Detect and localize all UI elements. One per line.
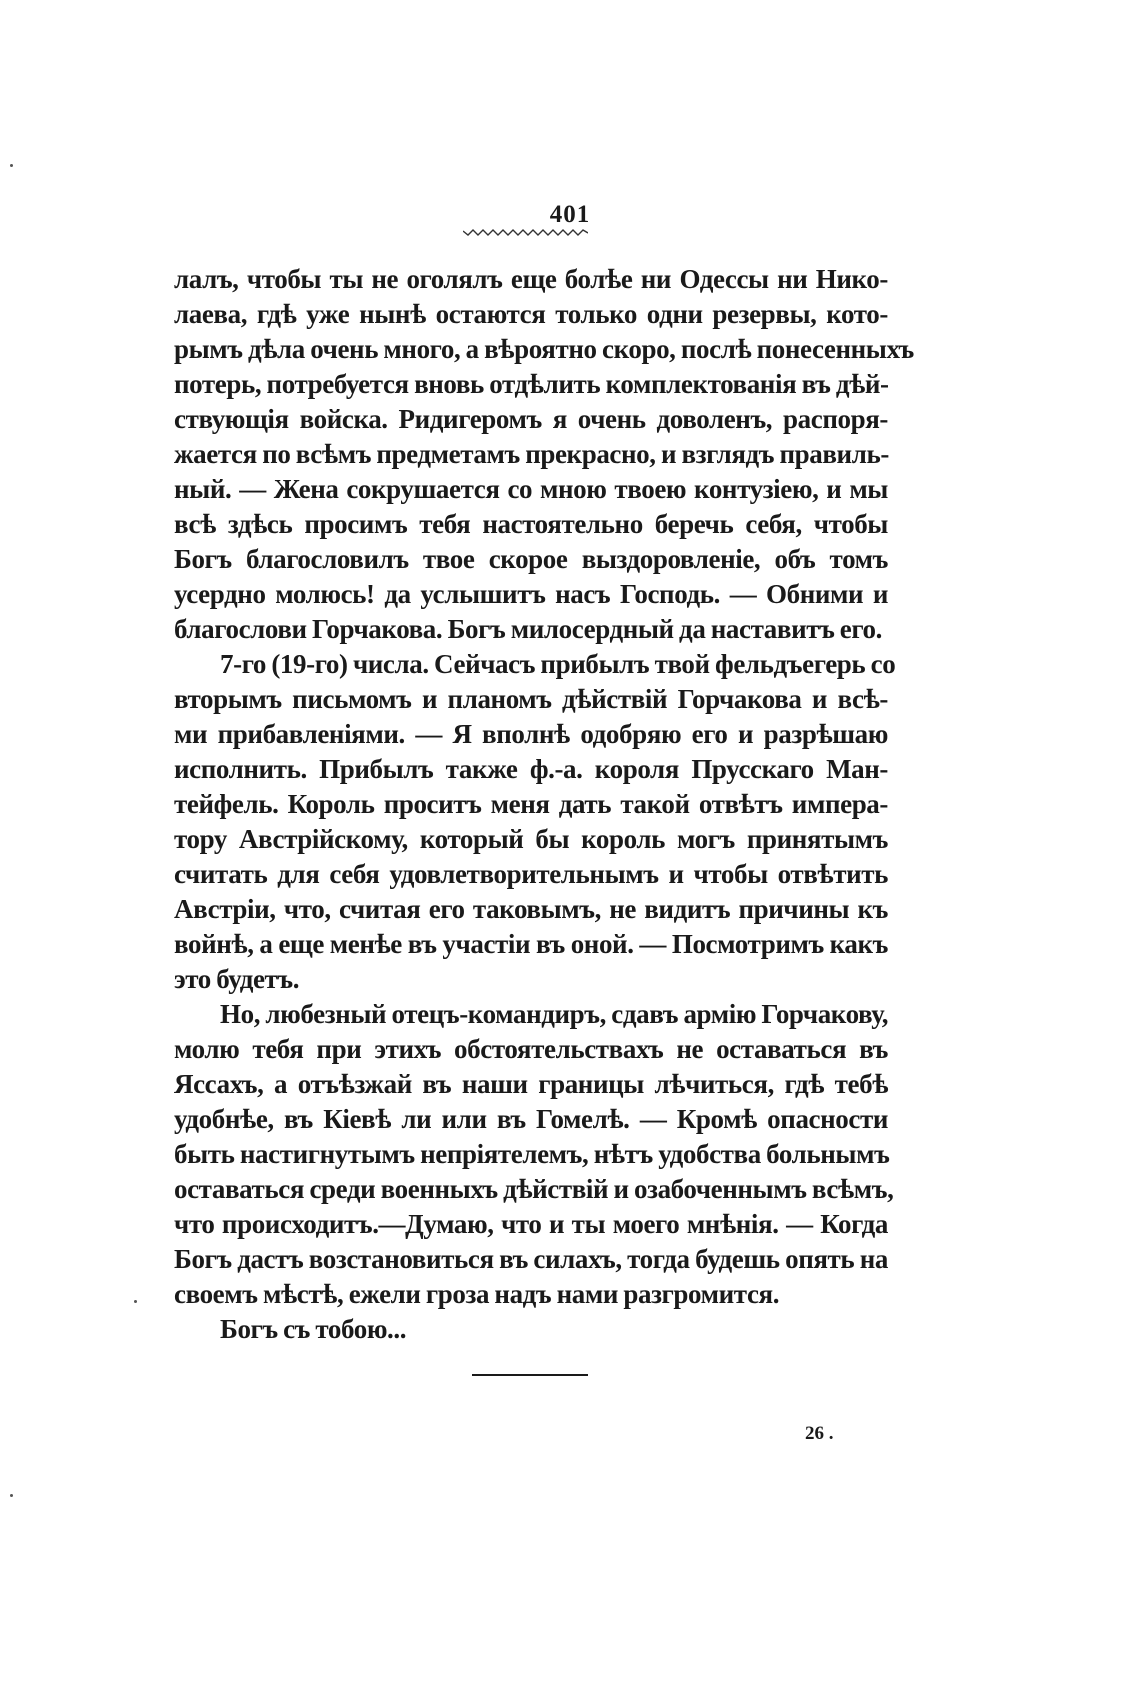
text-line: тейфель. Король проситъ меня дать такой отвѣтъ импера- bbox=[174, 789, 888, 819]
text-line: потерь, потребуется вновь отдѣлить комплектованія въ дѣй- bbox=[174, 369, 889, 399]
text-line: тору Австрійскому, который бы король могъ принятымъ bbox=[174, 824, 888, 854]
text-line: Богъ съ тобою... bbox=[220, 1314, 407, 1344]
text-line: войнѣ, а еще менѣе въ участіи въ оной. — Посмотримъ какъ bbox=[174, 929, 888, 959]
text-line: лалъ, чтобы ты не оголялъ еще болѣе ни Одессы ни Нико- bbox=[174, 264, 888, 294]
text-line: Богъ благословилъ твое скорое выздоровленіе, объ томъ bbox=[174, 544, 888, 574]
text-line: молю тебя при этихъ обстоятельствахъ не оставаться въ bbox=[174, 1034, 888, 1064]
letter-body bbox=[174, 262, 914, 1347]
printer-signature-mark: 26 . bbox=[805, 1423, 834, 1444]
text-line: ный. — Жена сокрушается со мною твоею контузіею, и мы bbox=[174, 474, 888, 504]
page-number: 401 bbox=[549, 201, 591, 228]
text-line: Яссахъ, а отъѣзжай въ наши границы лѣчиться, гдѣ тебѣ bbox=[174, 1069, 888, 1099]
text-line: своемъ мѣстѣ, ежели гроза надъ нами разгромится. bbox=[174, 1279, 780, 1309]
text-line: это будетъ. bbox=[174, 964, 300, 994]
text-line: что происходитъ.—Думаю, что и ты моего мнѣнія. — Когда bbox=[174, 1209, 888, 1239]
text-line: считать для себя удовлетворительнымъ и чтобы отвѣтить bbox=[174, 859, 888, 889]
scan-speck bbox=[10, 164, 13, 167]
text-line: удобнѣе, въ Кіевѣ ли или въ Гомелѣ. — Кромѣ опасности bbox=[174, 1104, 888, 1134]
wavy-rule-ornament bbox=[463, 227, 588, 237]
text-line: ми прибавленіями. — Я вполнѣ одобряю его и разрѣшаю bbox=[174, 719, 888, 749]
scan-speck bbox=[10, 1494, 13, 1497]
text-line: жается по всѣмъ предметамъ прекрасно, и взглядъ правиль- bbox=[174, 439, 889, 469]
text-line: Но, любезный отецъ-командиръ, сдавъ армію Горчакову, bbox=[220, 999, 889, 1029]
text-line: Австріи, что, считая его таковымъ, не видитъ причины къ bbox=[174, 894, 888, 924]
closing-rule bbox=[472, 1374, 588, 1376]
scan-speck bbox=[134, 1300, 137, 1303]
text-line: всѣ здѣсь просимъ тебя настоятельно беречь себя, чтобы bbox=[174, 509, 888, 539]
text-line: 7-го (19-го) числа. Сейчасъ прибылъ твой фельдъегерь со bbox=[220, 649, 896, 679]
text-line: оставаться среди военныхъ дѣйствій и озабоченнымъ всѣмъ, bbox=[174, 1174, 894, 1204]
text-line: ствующія войска. Ридигеромъ я очень доволенъ, распоря- bbox=[174, 404, 888, 434]
text-line: рымъ дѣла очень много, а вѣроятно скоро, послѣ понесенныхъ bbox=[174, 334, 914, 364]
text-line: благослови Горчакова. Богъ милосердный да наставитъ его. bbox=[174, 614, 883, 644]
text-line: быть настигнутымъ непріятелемъ, нѣтъ удобства больнымъ bbox=[174, 1139, 890, 1169]
text-line: вторымъ письмомъ и планомъ дѣйствій Горчакова и всѣ- bbox=[174, 684, 888, 714]
text-line: Богъ дастъ возстановиться въ силахъ, тогда будешь опять на bbox=[174, 1244, 888, 1274]
text-line: исполнить. Прибылъ также ф.-а. короля Прусскаго Ман- bbox=[174, 754, 888, 784]
text-line: усердно молюсь! да услышитъ насъ Господь. — Обними и bbox=[174, 579, 888, 609]
text-line: лаева, гдѣ уже нынѣ остаются только одни резервы, кото- bbox=[174, 299, 888, 329]
